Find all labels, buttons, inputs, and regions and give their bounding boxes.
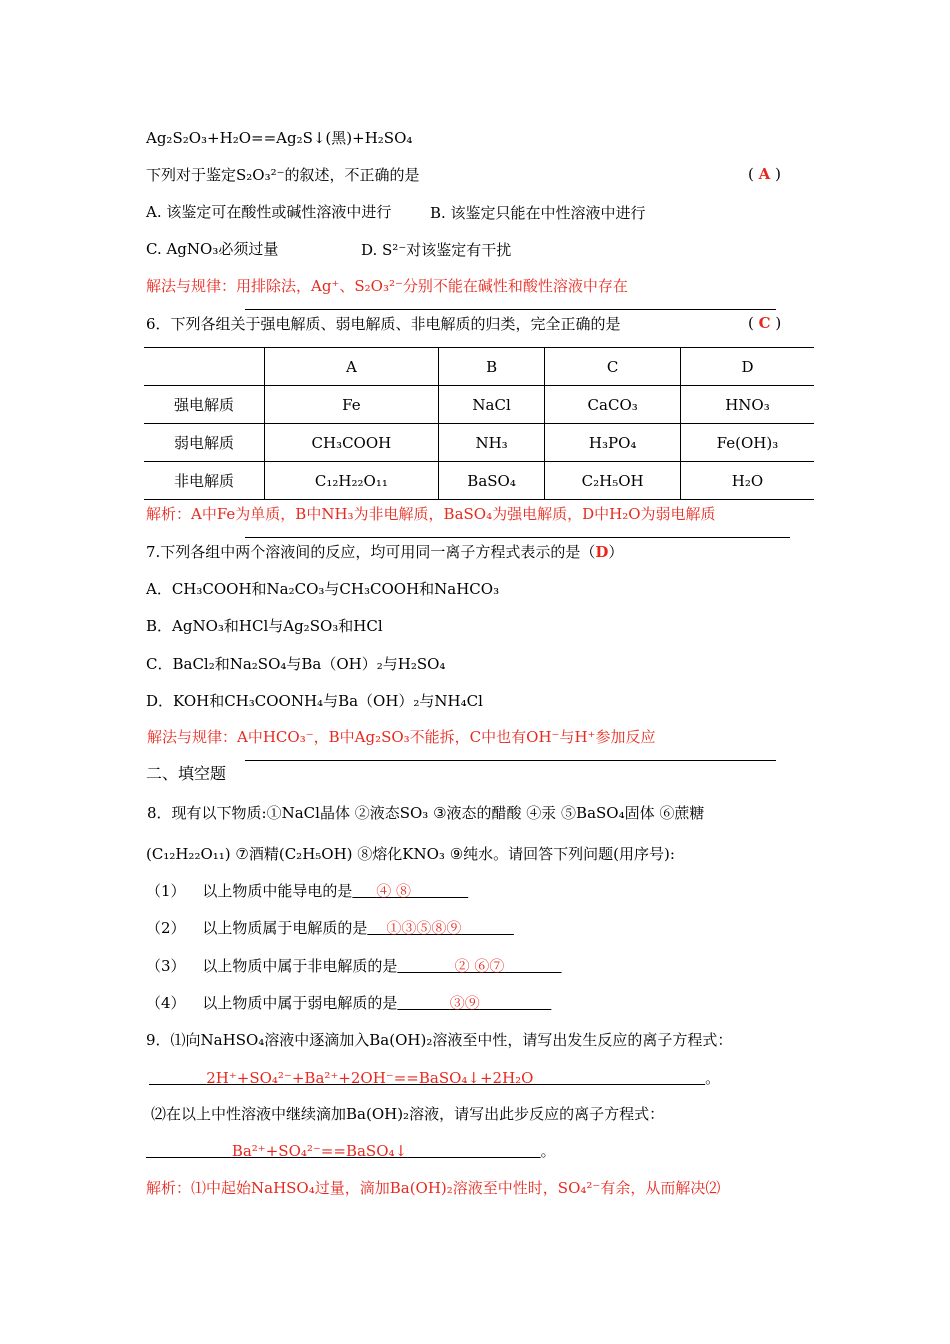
- table-cell: BaSO₄: [438, 462, 545, 500]
- q9-eq1-line: [149, 1068, 720, 1088]
- answer-blank: [397, 957, 561, 975]
- q6-stem: 6．下列各组关于强电解质、弱电解质、非电解质的归类，完全正确的是: [146, 315, 621, 333]
- q7-answer: D: [595, 543, 609, 561]
- table-cell: H₃PO₄: [545, 424, 681, 462]
- table-cell: Fe: [265, 386, 439, 424]
- table-cell: C₂H₅OH: [545, 462, 681, 500]
- q9-equation-1: 2H⁺+SO₄²⁻+Ba²⁺+2OH⁻==BaSO₄↓+2H₂O: [206, 1069, 534, 1087]
- table-header: D: [680, 348, 814, 386]
- item-text: 以上物质属于电解质的是: [202, 919, 368, 937]
- table-cell: Fe(OH)₃: [680, 424, 814, 462]
- item-text: 以上物质中属于非电解质的是: [202, 957, 398, 975]
- q5-option-d: D. S²⁻对该鉴定有干扰: [361, 241, 512, 259]
- table-cell: HNO₃: [680, 386, 814, 424]
- answer-blank: [397, 994, 551, 1012]
- item-answer: ② ⑥⑦: [454, 957, 505, 975]
- q9-period-1: 。: [705, 1069, 721, 1087]
- q8-item: [146, 956, 562, 976]
- item-number: （3）: [146, 957, 186, 975]
- answer-blank: [367, 919, 514, 937]
- table-cell: CaCO₃: [545, 386, 681, 424]
- table-cell: C₁₂H₂₂O₁₁: [265, 462, 439, 500]
- item-number: （2）: [146, 919, 186, 937]
- q7-stem: 7.下列各组中两个溶液间的反应，均可用同一离子方程式表示的是（: [146, 543, 596, 561]
- answer-blank: [146, 1142, 541, 1160]
- q6-paren-open: (: [748, 314, 754, 332]
- row-label: 非电解质: [144, 462, 265, 500]
- item-answer: ④ ⑧: [376, 882, 411, 900]
- q7-analysis: 解法与规律：A中HCO₃⁻，B中Ag₂SO₃不能拆，C中也有OH⁻与H⁺参加反应: [147, 728, 656, 746]
- q5-paren-close: ): [775, 165, 781, 183]
- item-text: 以上物质中属于弱电解质的是: [202, 994, 398, 1012]
- row-label: 强电解质: [144, 386, 265, 424]
- q9-equation-2: Ba²⁺+SO₄²⁻==BaSO₄↓: [231, 1142, 408, 1160]
- q5-answer-bracket: [748, 165, 781, 183]
- answer-blank: [352, 882, 468, 900]
- q7-option-b: B．AgNO₃和HCl与Ag₂SO₃和HCl: [146, 617, 383, 635]
- q9-period-2: 。: [540, 1142, 556, 1160]
- table-header: C: [545, 348, 681, 386]
- table-cell: NaCl: [438, 386, 545, 424]
- q6-analysis: 解析：A中Fe为单质，B中NH₃为非电解质，BaSO₄为强电解质，D中H₂O为弱电解质: [146, 505, 716, 523]
- q8-stem-line1: 8．现有以下物质:①NaCl晶体 ②液态SO₃ ③液态的醋酸 ④汞 ⑤BaSO₄固体 ⑥蔗糖: [147, 804, 705, 822]
- divider-line: [245, 760, 776, 761]
- item-answer: ③⑨: [449, 994, 480, 1012]
- q5-option-b: B. 该鉴定只能在中性溶液中进行: [430, 204, 646, 222]
- q8-item: [146, 918, 514, 938]
- q5-paren-open: (: [748, 165, 754, 183]
- table-cell: H₂O: [680, 462, 814, 500]
- item-number: （1）: [146, 882, 186, 900]
- item-text: 以上物质中能导电的是: [202, 882, 353, 900]
- q6-answer-bracket: [748, 314, 781, 332]
- table-cell: [144, 348, 265, 386]
- q6-paren-close: ): [775, 314, 782, 332]
- table-row: [144, 424, 814, 462]
- row-label: 弱电解质: [144, 424, 265, 462]
- q6-answer: C: [758, 314, 771, 332]
- q8-stem-line2: (C₁₂H₂₂O₁₁) ⑦酒精(C₂H₅OH) ⑧熔化KNO₃ ⑨纯水。请回答下列问题(用序号):: [146, 845, 675, 863]
- electrolyte-table: [144, 347, 814, 500]
- q9-stem-line1: 9．⑴向NaHSO₄溶液中逐滴加入Ba(OH)₂溶液至中性，请写出发生反应的离子方程式：: [146, 1031, 733, 1049]
- q8-item: [146, 993, 551, 1013]
- table-row: [144, 386, 814, 424]
- table-cell: CH₃COOH: [265, 424, 439, 462]
- q9-analysis: 解析：⑴中起始NaHSO₄过量，滴加Ba(OH)₂溶液至中性时，SO₄²⁻有余，从而解决⑵: [146, 1179, 721, 1197]
- section-title: 二、填空题: [146, 764, 227, 783]
- q7-paren-close: ）: [608, 543, 624, 561]
- q7-option-a: A．CH₃COOH和Na₂CO₃与CH₃COOH和NaHCO₃: [146, 580, 500, 598]
- q7-option-c: C．BaCl₂和Na₂SO₄与Ba（OH）₂与H₂SO₄: [146, 655, 446, 673]
- q5-option-c: C. AgNO₃必须过量: [146, 240, 279, 258]
- q7-option-d: D．KOH和CH₃COONH₄与Ba（OH）₂与NH₄Cl: [146, 692, 483, 710]
- answer-blank: [149, 1069, 705, 1087]
- table-header-row: [144, 348, 814, 386]
- table-header: B: [438, 348, 545, 386]
- reaction-equation: Ag₂S₂O₃+H₂O==Ag₂S↓(黑)+H₂SO₄: [146, 129, 413, 147]
- q5-answer: A: [758, 165, 771, 183]
- table-cell: NH₃: [438, 424, 545, 462]
- item-number: （4）: [146, 994, 186, 1012]
- q7-stem-line: [146, 542, 623, 562]
- q9-eq2-line: [146, 1141, 556, 1161]
- q5-analysis: 解法与规律：用排除法，Ag⁺、S₂O₃²⁻分别不能在碱性和酸性溶液中存在: [146, 277, 628, 295]
- table-header: A: [265, 348, 439, 386]
- q5-stem: 下列对于鉴定S₂O₃²⁻的叙述，不正确的是: [146, 166, 420, 184]
- divider-line: [245, 309, 776, 310]
- divider-line: [245, 537, 790, 538]
- q9-stem-line2: ⑵在以上中性溶液中继续滴加Ba(OH)₂溶液，请写出此步反应的离子方程式：: [151, 1105, 665, 1123]
- q5-option-a: A. 该鉴定可在酸性或碱性溶液中进行: [146, 203, 392, 221]
- q8-item: [146, 881, 468, 901]
- item-answer: ①③⑤⑧⑨: [386, 919, 462, 937]
- table-row: [144, 462, 814, 500]
